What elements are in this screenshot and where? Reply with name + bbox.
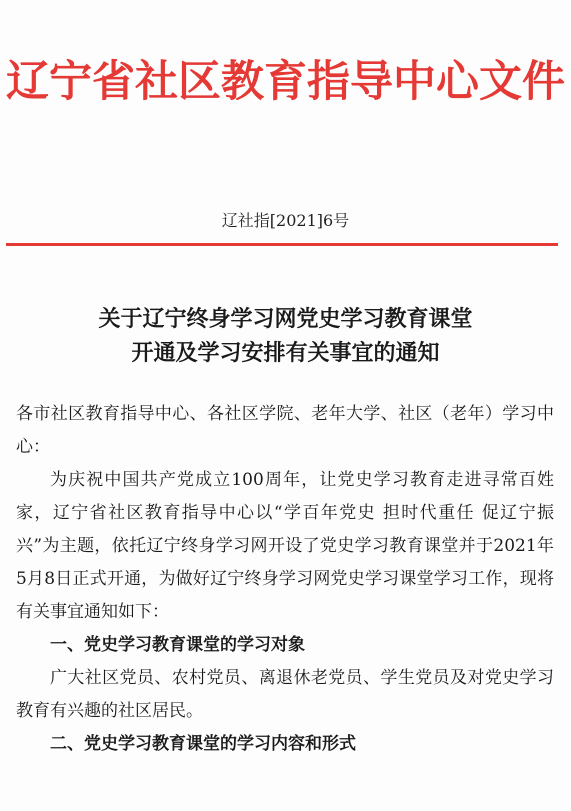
subject-title-line-1: 关于辽宁终身学习网党史学习教育课堂 <box>98 307 473 332</box>
section-2-heading: 二、党史学习教育课堂的学习内容和形式 <box>50 734 356 754</box>
section-1-body: 广大社区党员、农村党员、离退休老党员、学生党员及对党史学习教育有兴趣的社区居民。 <box>16 668 554 721</box>
subject-title-line-2: 开通及学习安排有关事宜的通知 <box>131 341 440 366</box>
section-1-heading: 一、党史学习教育课堂的学习对象 <box>50 635 305 655</box>
intro-paragraph: 为庆祝中国共产党成立100周年，让党史学习教育走进寻常百姓家，辽宁省社区教育指导中心以“学百年党史 担时代重任 促辽宁振兴”为主题，依托辽宁终身学习网开设了党史学习教育课堂并于2021年5月8日正式开通，为做好辽宁终身学习网党史学习课堂学习工作，现将有关事宜通知如下： <box>16 470 554 622</box>
subject-title <box>0 303 571 371</box>
document-number: 辽社指[2021]6号 <box>221 211 350 230</box>
addressee-paragraph: 各市社区教育指导中心、各社区学院、老年大学、社区（老年）学习中心： <box>16 404 554 457</box>
red-divider-line <box>6 243 558 246</box>
document-body <box>16 398 554 761</box>
document-header-title: 辽宁省社区教育指导中心文件 <box>6 57 565 107</box>
